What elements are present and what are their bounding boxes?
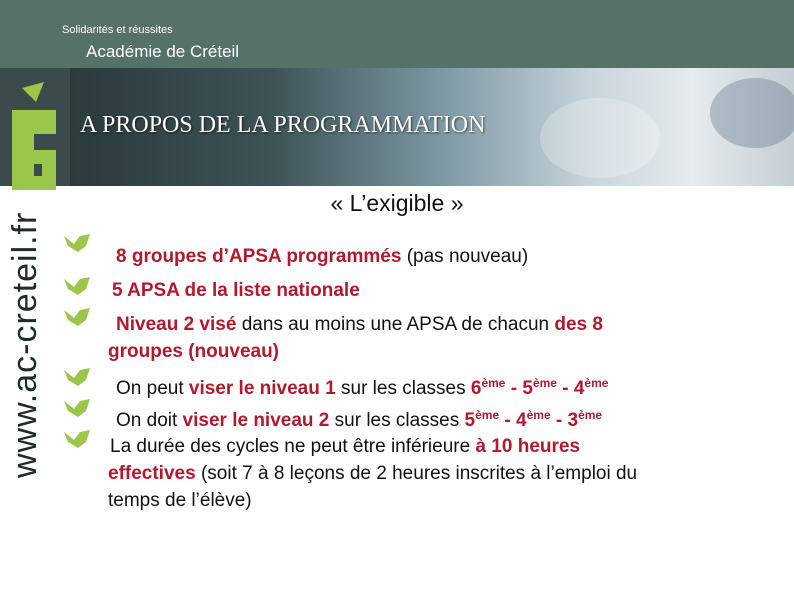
grade-number: 6 xyxy=(470,378,482,399)
grade-suffix: ème xyxy=(526,408,551,422)
grade-number: - 4 xyxy=(556,378,585,399)
item-text: (pas nouveau) xyxy=(401,246,529,267)
item-highlight: à 10 heures xyxy=(475,436,581,457)
item-highlight: viser le niveau 1 xyxy=(188,378,336,399)
list-item xyxy=(112,279,360,303)
item-highlight: 8 groupes d’APSA programmés xyxy=(116,246,402,267)
item-highlight: 5 APSA de la liste nationale xyxy=(112,280,360,301)
grade-suffix: ème xyxy=(475,408,500,422)
item-highlight: des 8 xyxy=(554,314,603,335)
grade-number: - 3 xyxy=(550,410,579,431)
arrow-bullet-icon xyxy=(60,366,96,388)
item-text: dans au moins une APSA de chacun xyxy=(236,314,555,335)
list-item xyxy=(116,245,528,269)
arrow-bullet-icon xyxy=(60,275,96,297)
grade-suffix: ème xyxy=(481,376,506,390)
list-item xyxy=(110,435,580,459)
page-title: A PROPOS DE LA PROGRAMMATION xyxy=(80,112,486,138)
arrow-bullet-icon xyxy=(60,232,96,254)
item-text: On doit xyxy=(116,410,183,431)
item-text: La durée des cycles ne peut être inférieure xyxy=(110,436,476,457)
item-highlight: Niveau 2 visé xyxy=(116,314,237,335)
hero-banner xyxy=(0,68,794,186)
arrow-bullet-icon xyxy=(60,397,96,419)
grade-suffix: ème xyxy=(578,408,603,422)
arrow-bullet-icon xyxy=(60,306,96,328)
list-item xyxy=(116,371,608,401)
item-highlight: groupes (nouveau) xyxy=(108,341,280,362)
academy-name: Académie de Créteil xyxy=(86,42,240,61)
hero-photo-blur xyxy=(710,78,794,148)
item-text: On peut xyxy=(116,378,189,399)
item-highlight: effectives xyxy=(108,463,196,484)
tagline: Solidarités et réussites xyxy=(62,24,173,36)
top-header-bar xyxy=(0,0,794,68)
list-item-continuation xyxy=(108,462,637,486)
list-item-continuation xyxy=(108,489,252,513)
grade-suffix: ème xyxy=(532,376,557,390)
item-text: sur les classes xyxy=(329,410,465,431)
site-url-vertical: www.ac-creteil.fr xyxy=(6,211,44,478)
hero-photo-blur xyxy=(540,98,660,178)
item-text: (soit 7 à 8 leçons de 2 heures inscrites à l’emploi du xyxy=(195,463,638,484)
section-subtitle: « L’exigible » xyxy=(330,190,464,216)
list-item xyxy=(116,313,603,337)
grade-number: - 4 xyxy=(499,410,527,431)
item-text: sur les classes xyxy=(335,378,471,399)
grade-number: - 5 xyxy=(505,378,533,399)
item-text: temps de l’élève) xyxy=(108,490,252,511)
list-item xyxy=(116,403,602,433)
list-item-continuation xyxy=(108,340,279,364)
arrow-bullet-icon xyxy=(60,428,96,450)
grade-number: 5 xyxy=(464,410,476,431)
item-highlight: viser le niveau 2 xyxy=(182,410,330,431)
grade-suffix: ème xyxy=(584,376,609,390)
